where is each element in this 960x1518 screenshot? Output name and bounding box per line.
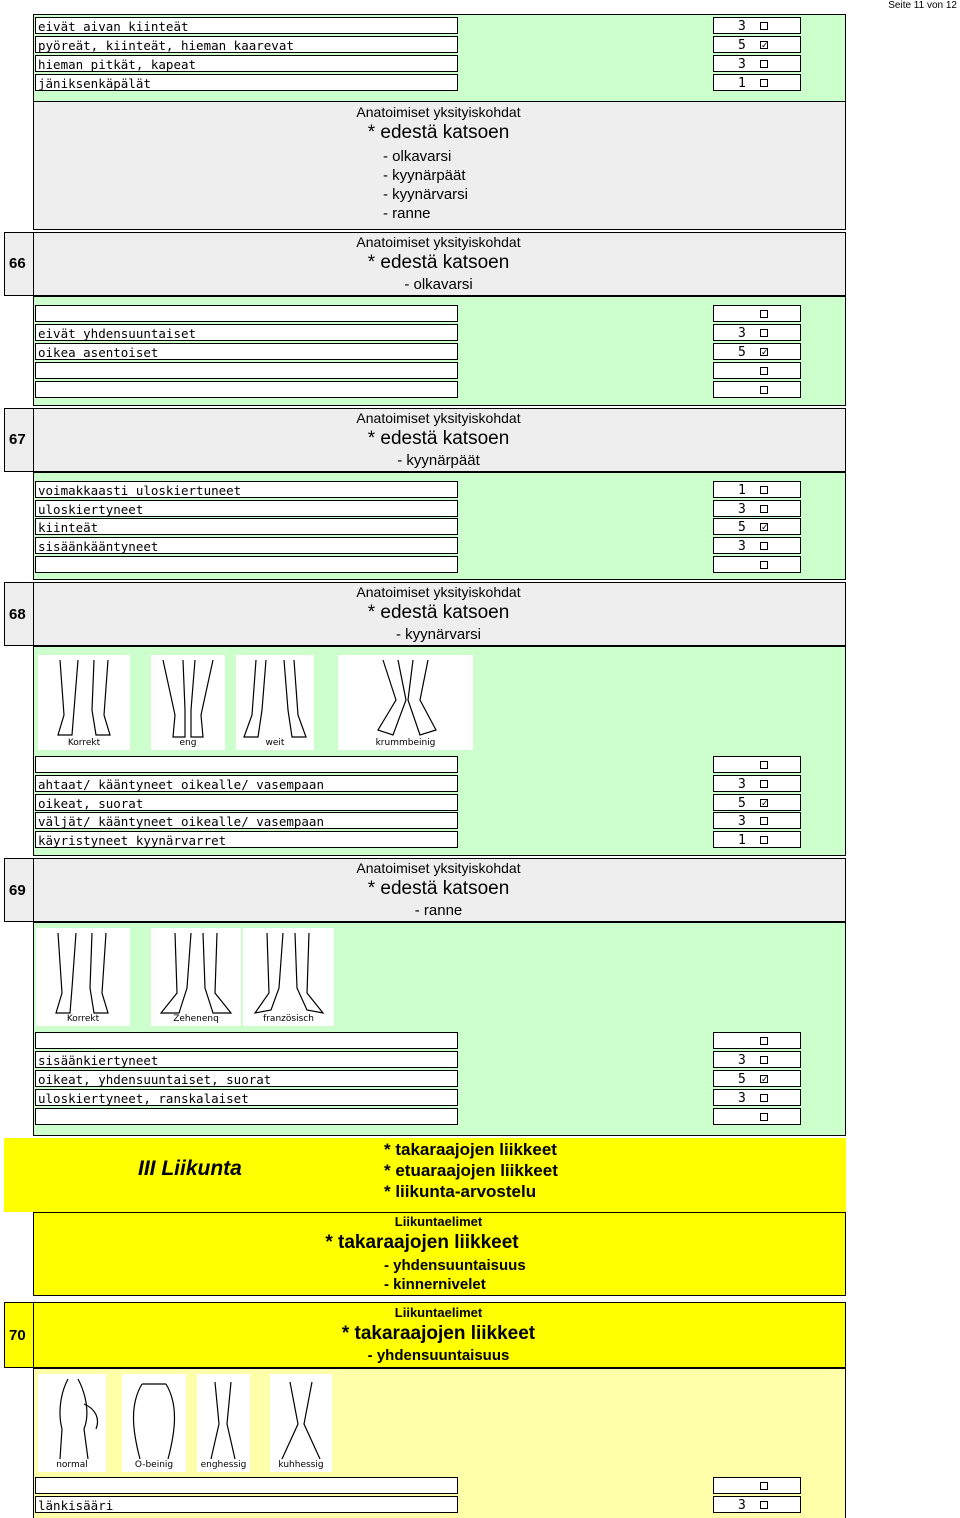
question-heading: Liikuntaelimet xyxy=(394,1305,483,1320)
score-value: 3 xyxy=(738,19,746,34)
checked-checkbox[interactable] xyxy=(760,41,768,49)
score-value: 5 xyxy=(738,520,746,535)
score-cell xyxy=(713,556,801,573)
option-label: hieman pitkät, kapeat xyxy=(35,55,458,72)
score-value: 3 xyxy=(738,57,746,72)
option-label: oikeat, suorat xyxy=(35,794,458,811)
option-label xyxy=(35,305,458,322)
question-title: * edestä katsoen xyxy=(367,428,510,449)
checkbox[interactable] xyxy=(760,780,768,788)
score-value: 1 xyxy=(738,833,746,848)
score-value: 3 xyxy=(738,502,746,517)
option-label: uloskiertyneet, ranskalaiset xyxy=(35,1089,458,1106)
score-value: 3 xyxy=(738,777,746,792)
question-heading: Anatoimiset yksityiskohdat xyxy=(356,584,521,600)
score-cell xyxy=(713,1108,801,1125)
option-label: oikeat, yhdensuuntaiset, suorat xyxy=(35,1070,458,1087)
section-3-item: * etuaraajojen liikkeet xyxy=(384,1161,558,1180)
score-cell xyxy=(713,537,801,554)
leg-illustration xyxy=(338,655,473,750)
score-cell xyxy=(713,362,801,379)
illustration-caption: weit xyxy=(265,738,285,748)
option-label: eivät aivan kiinteät xyxy=(35,17,458,34)
checked-checkbox[interactable] xyxy=(760,1075,768,1083)
movement-illustration xyxy=(38,1374,106,1472)
checkbox[interactable] xyxy=(760,1501,768,1509)
section-intro-panel xyxy=(33,101,846,230)
question-title: * edestä katsoen xyxy=(367,878,510,899)
checked-checkbox[interactable] xyxy=(760,523,768,531)
score-cell xyxy=(713,794,801,811)
illustration-caption: Korrekt xyxy=(66,1014,100,1024)
checkbox[interactable] xyxy=(760,1056,768,1064)
illustration-caption: normal xyxy=(56,1460,88,1470)
score-cell xyxy=(713,831,801,848)
checkbox[interactable] xyxy=(760,22,768,30)
checkbox[interactable] xyxy=(760,486,768,494)
checkbox[interactable] xyxy=(760,505,768,513)
option-label: oikea asentoiset xyxy=(35,343,458,360)
leg-illustration xyxy=(151,655,225,750)
score-value: 3 xyxy=(738,1091,746,1106)
score-cell xyxy=(713,756,801,773)
score-cell xyxy=(713,1477,801,1494)
leg-illustration xyxy=(236,655,314,750)
checkbox[interactable] xyxy=(760,386,768,394)
question-number: 70 xyxy=(9,1327,26,1344)
score-value: 3 xyxy=(738,814,746,829)
score-value: 1 xyxy=(738,483,746,498)
checkbox[interactable] xyxy=(760,1113,768,1121)
wrist-illustration xyxy=(151,928,241,1026)
option-label: länkisääri xyxy=(35,1496,458,1513)
section-title: * edestä katsoen xyxy=(367,122,510,143)
checkbox[interactable] xyxy=(760,761,768,769)
option-label xyxy=(35,381,458,398)
option-label: uloskiertyneet xyxy=(35,500,458,517)
wrist-illustration xyxy=(36,928,130,1026)
liikunta-item: - kinnernivelet xyxy=(384,1276,486,1293)
illustration-caption: O-beinig xyxy=(134,1460,174,1470)
leg-illustration xyxy=(38,655,130,750)
option-label: jäniksenkäpälät xyxy=(35,74,458,91)
score-cell xyxy=(713,1070,801,1087)
score-cell xyxy=(713,343,801,360)
illustration-caption: enghessig xyxy=(200,1460,247,1470)
section-item: - kyynärpäät xyxy=(383,167,466,184)
score-cell xyxy=(713,500,801,517)
checked-checkbox[interactable] xyxy=(760,348,768,356)
score-cell xyxy=(713,324,801,341)
score-value: 3 xyxy=(738,1498,746,1513)
movement-illustration xyxy=(197,1374,250,1472)
illustration-caption: eng xyxy=(179,738,197,748)
section-heading: Anatoimiset yksityiskohdat xyxy=(356,104,521,120)
wrist-illustration xyxy=(243,928,334,1026)
score-cell xyxy=(713,518,801,535)
option-label: väljät/ kääntyneet oikealle/ vasempaan xyxy=(35,812,458,829)
option-label: kiinteät xyxy=(35,518,458,535)
question-sub: - yhdensuuntaisuus xyxy=(367,1347,510,1364)
score-value: 1 xyxy=(738,76,746,91)
score-cell xyxy=(713,1089,801,1106)
question-number: 67 xyxy=(9,431,26,448)
score-cell xyxy=(713,305,801,322)
page-number: Seite 11 von 12 xyxy=(888,0,957,11)
section-3-item: * takaraajojen liikkeet xyxy=(384,1140,557,1159)
illustration-caption: Zehenenq xyxy=(173,1014,219,1024)
question-sub: - ranne xyxy=(414,902,463,919)
question-title: * takaraajojen liikkeet xyxy=(341,1323,536,1344)
section-item: - olkavarsi xyxy=(383,148,452,165)
question-number: 69 xyxy=(9,882,26,899)
score-value: 3 xyxy=(738,326,746,341)
score-cell xyxy=(713,1032,801,1049)
score-value: 3 xyxy=(738,1053,746,1068)
score-cell xyxy=(713,775,801,792)
illustration-caption: Korrekt xyxy=(67,738,101,748)
option-label xyxy=(35,556,458,573)
score-value: 5 xyxy=(738,345,746,360)
section-item: - ranne xyxy=(383,205,431,222)
option-label xyxy=(35,362,458,379)
question-number: 66 xyxy=(9,255,26,272)
movement-illustration xyxy=(270,1374,332,1472)
option-label: ahtaat/ kääntyneet oikealle/ vasempaan xyxy=(35,775,458,792)
option-label xyxy=(35,756,458,773)
checked-checkbox[interactable] xyxy=(760,799,768,807)
question-sub: - kyynärvarsi xyxy=(395,626,481,643)
question-title: * edestä katsoen xyxy=(367,602,510,623)
score-cell xyxy=(713,1496,801,1513)
score-cell xyxy=(713,481,801,498)
option-label: käyristyneet kyynärvarret xyxy=(35,831,458,848)
option-label: eivät yhdensuuntaiset xyxy=(35,324,458,341)
question-sub: - olkavarsi xyxy=(404,276,473,293)
score-cell xyxy=(713,1051,801,1068)
option-label: pyöreät, kiinteät, hieman kaarevat xyxy=(35,36,458,53)
option-label xyxy=(35,1477,458,1494)
score-cell xyxy=(713,17,801,34)
checkbox[interactable] xyxy=(760,367,768,375)
score-cell xyxy=(713,36,801,53)
question-heading: Anatoimiset yksityiskohdat xyxy=(356,410,521,426)
checkbox[interactable] xyxy=(760,1094,768,1102)
checkbox[interactable] xyxy=(760,79,768,87)
checkbox[interactable] xyxy=(760,1482,768,1490)
section-3-item: * liikunta-arvostelu xyxy=(384,1182,537,1201)
section-3-title: III Liikunta xyxy=(138,1157,242,1180)
illustration-caption: französisch xyxy=(263,1014,314,1024)
option-label xyxy=(35,1108,458,1125)
option-label: sisäänkiertyneet xyxy=(35,1051,458,1068)
checkbox[interactable] xyxy=(760,329,768,337)
score-value: 3 xyxy=(738,539,746,554)
question-number: 68 xyxy=(9,606,26,623)
question-heading: Anatoimiset yksityiskohdat xyxy=(356,860,521,876)
option-label xyxy=(35,1032,458,1049)
option-label: voimakkaasti uloskiertuneet xyxy=(35,481,458,498)
score-cell xyxy=(713,74,801,91)
section-item: - kyynärvarsi xyxy=(383,186,469,203)
option-label: sisäänkääntyneet xyxy=(35,537,458,554)
score-cell xyxy=(713,381,801,398)
score-cell xyxy=(713,55,801,72)
question-heading: Anatoimiset yksityiskohdat xyxy=(356,234,521,250)
question-sub: - kyynärpäät xyxy=(397,452,480,469)
liikunta-title: * takaraajojen liikkeet xyxy=(325,1232,519,1253)
checkbox[interactable] xyxy=(760,60,768,68)
checkbox[interactable] xyxy=(760,561,768,569)
checkbox[interactable] xyxy=(760,836,768,844)
score-value: 5 xyxy=(738,1072,746,1087)
checkbox[interactable] xyxy=(760,817,768,825)
illustration-caption: kuhhessig xyxy=(278,1460,324,1470)
question-title: * edestä katsoen xyxy=(367,252,510,273)
liikunta-item: - yhdensuuntaisuus xyxy=(384,1257,526,1274)
score-value: 5 xyxy=(738,796,746,811)
score-value: 5 xyxy=(738,38,746,53)
score-cell xyxy=(713,812,801,829)
checkbox[interactable] xyxy=(760,542,768,550)
checkbox[interactable] xyxy=(760,1037,768,1045)
movement-illustration xyxy=(122,1374,186,1472)
illustration-caption: krummbeinig xyxy=(375,738,436,748)
checkbox[interactable] xyxy=(760,310,768,318)
liikunta-heading: Liikuntaelimet xyxy=(394,1214,483,1229)
